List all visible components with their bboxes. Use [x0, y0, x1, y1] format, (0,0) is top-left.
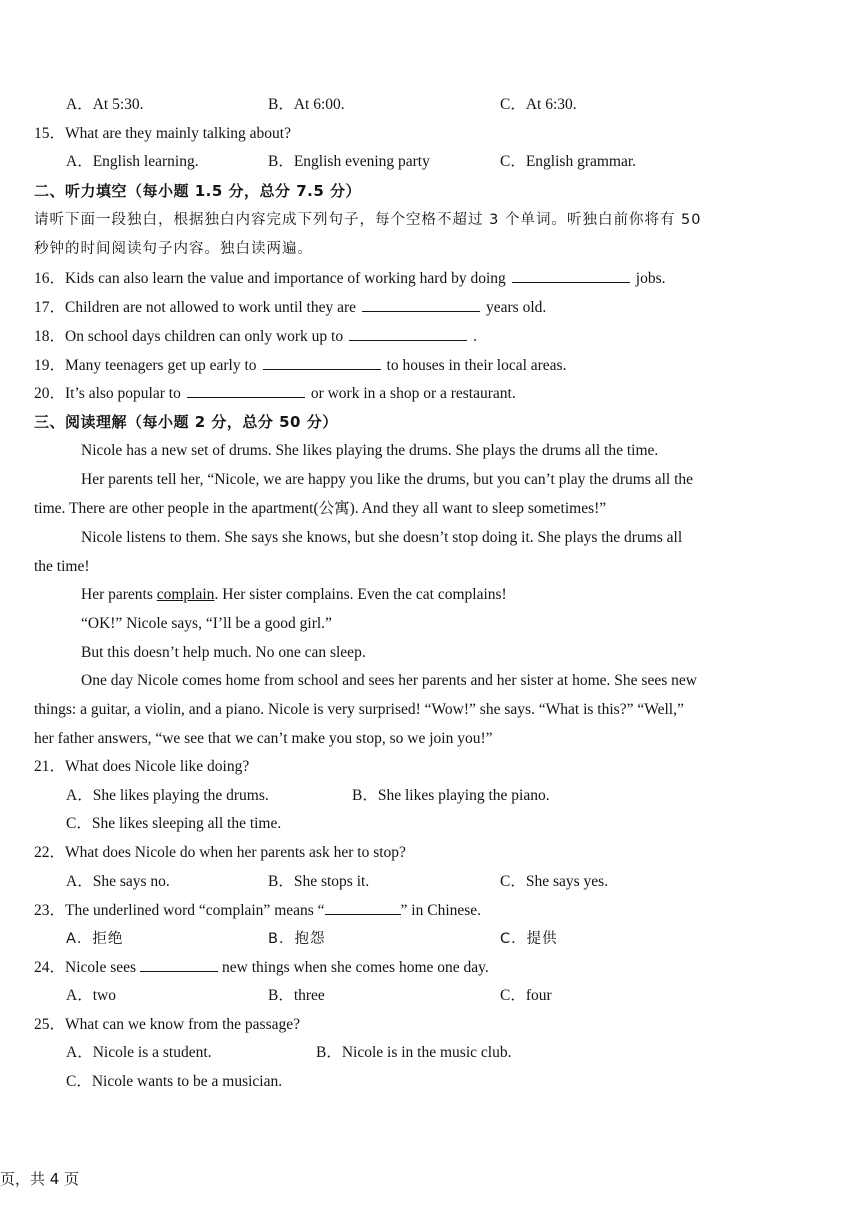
q23-option-a: A．拒绝: [66, 931, 124, 947]
q23-blank[interactable]: [325, 900, 401, 915]
q25-text: What can we know from the passage?: [65, 1016, 301, 1033]
q22-number: 22．: [34, 844, 66, 861]
q16-blank[interactable]: [512, 268, 630, 283]
q18-after: .: [473, 328, 477, 345]
q17: [34, 297, 546, 318]
q24-option-c: C．four: [500, 987, 552, 1004]
q25-option-c: C．Nicole wants to be a musician.: [66, 1073, 283, 1090]
passage-p4: [81, 585, 507, 605]
q17-before: Children are not allowed to work until they are: [65, 299, 356, 316]
q15-number: 15．: [34, 125, 66, 142]
passage-p3-line2: the time!: [34, 558, 90, 575]
q16-before: Kids can also learn the value and importance of working hard by doing: [65, 270, 506, 287]
q20-blank[interactable]: [187, 383, 305, 398]
passage-p7-line1: One day Nicole comes home from school and sees her parents and her sister at home. She sees new: [81, 672, 697, 689]
q22-option-c: C．She says yes.: [500, 873, 609, 890]
q24-blank[interactable]: [140, 957, 218, 972]
q25-option-a: A．Nicole is a student.: [66, 1044, 212, 1061]
q16-number: 16．: [34, 270, 66, 287]
underlined-word-complain: complain: [156, 586, 215, 603]
q18-before: On school days children can only work up to: [65, 328, 344, 345]
page-footer: 页，共 4 页: [0, 1170, 80, 1188]
q19-blank[interactable]: [263, 355, 381, 370]
q19: [34, 355, 566, 376]
q19-number: 19．: [34, 357, 66, 374]
passage-p1: Nicole has a new set of drums. She likes playing the drums. She plays the drums all the time.: [81, 442, 659, 459]
q17-number: 17．: [34, 299, 66, 316]
q19-after: to houses in their local areas.: [386, 357, 567, 374]
q21-option-c: C．She likes sleeping all the time.: [66, 815, 282, 832]
passage-p2-line2: time. There are other people in the apartment(公寓). And they all want to sleep sometimes!”: [34, 500, 607, 517]
q25-stem: [34, 1015, 300, 1035]
q17-blank[interactable]: [362, 297, 480, 312]
q22-option-b: B．She stops it.: [268, 873, 370, 890]
q15-text: What are they mainly talking about?: [65, 125, 291, 142]
q21-text: What does Nicole like doing?: [65, 758, 250, 775]
passage-p2-line1: Her parents tell her, “Nicole, we are happy you like the drums, but you can’t play the drums all the: [81, 471, 694, 488]
q21-number: 21．: [34, 758, 66, 775]
section2-instructions-2: 秒钟的时间阅读句子内容。独白读两遍。: [34, 241, 313, 257]
section3-title: 三、阅读理解（每小题 2 分，总分 50 分）: [34, 413, 338, 431]
q15-stem: [34, 124, 291, 144]
q14-option-c: C．At 6:30.: [500, 96, 577, 113]
q23-option-c: C．提供: [500, 931, 558, 947]
q23-stem: [34, 900, 481, 921]
q15-option-c: C．English grammar.: [500, 153, 637, 170]
passage-p5: “OK!” Nicole says, “I’ll be a good girl.”: [81, 615, 332, 632]
q24-after: new things when she comes home one day.: [222, 959, 489, 976]
passage-p6: But this doesn’t help much. No one can sleep.: [81, 644, 366, 661]
q24-option-b: B．three: [268, 987, 325, 1004]
q20-after: or work in a shop or a restaurant.: [310, 385, 516, 402]
q24-before: Nicole sees: [65, 959, 137, 976]
q16: [34, 268, 666, 289]
passage-p3-line1: Nicole listens to them. She says she knows, but she doesn’t stop doing it. She plays the drums all: [81, 529, 683, 546]
q20-before: It’s also popular to: [65, 385, 181, 402]
q15-option-a: A．English learning.: [66, 153, 199, 170]
q19-before: Many teenagers get up early to: [65, 357, 257, 374]
q20: [34, 383, 516, 404]
q25-option-b: B．Nicole is in the music club.: [316, 1044, 512, 1061]
q25-number: 25．: [34, 1016, 66, 1033]
q23-after: ” in Chinese.: [400, 902, 482, 919]
q22-text: What does Nicole do when her parents ask her to stop?: [65, 844, 406, 861]
q14-option-a: A．At 5:30.: [66, 96, 144, 113]
q14-option-b: B．At 6:00.: [268, 96, 345, 113]
q21-option-b: B．She likes playing the piano.: [352, 787, 550, 804]
q17-after: years old.: [486, 299, 547, 316]
q22-stem: [34, 843, 406, 863]
q24-option-a: A．two: [66, 987, 116, 1004]
q24-number: 24．: [34, 959, 66, 976]
q15-option-b: B．English evening party: [268, 153, 430, 170]
q18: [34, 326, 477, 347]
q18-blank[interactable]: [349, 326, 467, 341]
q23-option-b: B．抱怨: [268, 931, 326, 947]
q16-after: jobs.: [635, 270, 666, 287]
q18-number: 18．: [34, 328, 66, 345]
q21-option-a: A．She likes playing the drums.: [66, 787, 269, 804]
q22-option-a: A．She says no.: [66, 873, 170, 890]
passage-p7-line2: things: a guitar, a violin, and a piano. Nicole is very surprised! “Wow!” she says. “What is this?” “Well,”: [34, 701, 684, 718]
q23-number: 23．: [34, 902, 66, 919]
section2-title: 二、听力填空（每小题 1.5 分，总分 7.5 分）: [34, 182, 362, 200]
section2-instructions-1: 请听下面一段独白，根据独白内容完成下列句子，每个空格不超过 3 个单词。听独白前你将有 50: [34, 212, 702, 228]
q21-stem: [34, 757, 249, 777]
q23-before: The underlined word “complain” means “: [65, 902, 325, 919]
q24-stem: [34, 957, 489, 978]
q20-number: 20．: [34, 385, 66, 402]
passage-p4-before: Her parents: [81, 586, 157, 603]
passage-p7-line3: her father answers, “we see that we can’t make you stop, so we join you!”: [34, 730, 493, 747]
passage-p4-after: . Her sister complains. Even the cat complains!: [214, 586, 507, 603]
